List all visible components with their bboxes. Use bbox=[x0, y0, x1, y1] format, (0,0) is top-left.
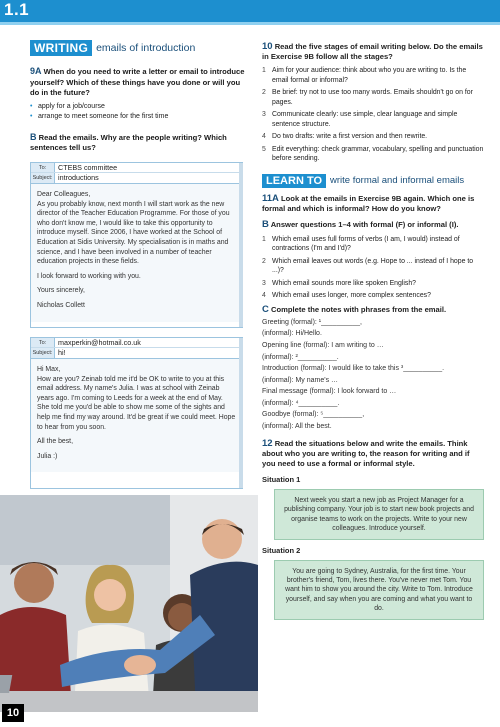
learn-to-title: write formal and informal emails bbox=[330, 175, 465, 187]
question-number: 12 bbox=[262, 437, 273, 449]
note-line: Greeting (formal): ¹__________, bbox=[262, 318, 362, 326]
question-item: 4 Which email uses longer, more complex sentences? bbox=[262, 292, 431, 300]
email-body bbox=[31, 184, 242, 322]
email-greeting: Dear Colleagues, bbox=[37, 191, 91, 198]
page-number: 10 bbox=[2, 704, 24, 722]
unit-number: 1.1 bbox=[4, 0, 30, 19]
bullet-item: • arrange to meet someone for the first time bbox=[30, 112, 245, 123]
email-body bbox=[31, 359, 242, 472]
stage-item: 4 Do two drafts: write a first version and then rewrite. bbox=[262, 133, 428, 141]
note-line: (informal): My name's … bbox=[262, 376, 339, 384]
email-signature: Julia :) bbox=[37, 452, 58, 460]
question-number: 10 bbox=[262, 41, 273, 52]
bullet-item: • apply for a job/course bbox=[30, 102, 245, 113]
subject-label: Subject: bbox=[31, 348, 55, 358]
writing-tag: WRITING bbox=[30, 40, 92, 56]
to-row bbox=[31, 163, 242, 173]
email-paragraph: I look forward to working with you. bbox=[37, 272, 141, 280]
subject-label: Subject: bbox=[31, 173, 55, 183]
email-signature: Nicholas Collett bbox=[37, 301, 85, 309]
question-text: When do you need to write a letter or email to introduce yourself? Which of these things have you done or will you do in the future? bbox=[30, 67, 245, 97]
question-text: Read the emails. Why are the people writing? Which sentences tell us? bbox=[30, 132, 227, 152]
email-scrollbar bbox=[239, 338, 243, 488]
email-signoff: All the best, bbox=[37, 438, 74, 446]
stage-item: 1 Aim for your audience: think about who you are writing to. Is the email formal or informal? bbox=[262, 67, 467, 84]
learn-to-tag: LEARN TO bbox=[262, 174, 326, 188]
note-line: Introduction (formal): I would like to take this ³__________. bbox=[262, 365, 445, 373]
note-line: Opening line (formal): I am writing to … bbox=[262, 341, 384, 349]
subject-row bbox=[31, 348, 242, 358]
to-row bbox=[31, 338, 242, 348]
learn-to-header bbox=[262, 174, 484, 188]
question-10 bbox=[262, 42, 484, 62]
writing-section bbox=[30, 40, 245, 154]
email-stages-list bbox=[262, 66, 484, 164]
question-12 bbox=[262, 439, 484, 470]
email-signoff: Yours sincerely, bbox=[37, 287, 85, 295]
email-formal bbox=[30, 162, 243, 328]
question-text: Complete the notes with phrases from the email. bbox=[271, 304, 447, 314]
situation-2-box: You are going to Sydney, Australia, for the first time. Your brother's friend, Tom, lives there. You've never met Tom. You want him to show you around the city. Write to Tom. Introduce yourself, and say when you are coming and what you want to do. bbox=[274, 560, 484, 620]
notes-list bbox=[262, 317, 484, 433]
writing-header bbox=[30, 40, 245, 56]
question-item: 3 Which email sounds more like spoken English? bbox=[262, 279, 417, 287]
note-line: Final message (formal): I look forward to … bbox=[262, 388, 397, 396]
question-text: Answer questions 1–4 with formal (F) or informal (I). bbox=[270, 220, 459, 230]
to-value: CTEBS committee bbox=[58, 163, 118, 172]
subject-value: introductions bbox=[58, 173, 99, 182]
email-informal bbox=[30, 337, 243, 489]
question-9b bbox=[30, 132, 245, 154]
question-number: C bbox=[262, 303, 269, 315]
situation-1-box: Next week you start a new job as Project Manager for a publishing company. Your job is to start new book projects and organise teams to work on the projects. Write to your new colleagues. Introduce yourself. bbox=[274, 489, 484, 540]
unit-header-bar bbox=[0, 0, 500, 22]
note-line: (informal): ²__________. bbox=[262, 353, 339, 361]
question-number: B bbox=[30, 131, 37, 142]
subject-value: hi! bbox=[58, 348, 66, 357]
question-number: 9A bbox=[30, 66, 42, 76]
formal-informal-list bbox=[262, 235, 484, 301]
subject-row bbox=[31, 173, 242, 183]
to-label: To: bbox=[31, 338, 55, 347]
to-label: To: bbox=[31, 163, 55, 172]
to-value: maxperkin@hotmail.co.uk bbox=[58, 338, 141, 347]
header-stripe bbox=[0, 22, 500, 25]
question-item: 2 Which email leaves out words (e.g. Hope to ... instead of I hope to ...)? bbox=[262, 257, 474, 275]
email-header bbox=[31, 163, 242, 184]
email-paragraph: How are you? Zeinab told me it'd be OK to write to you at this email address. My name's Julia. I was at school with Zeinab years ago. I'm coming to Leeds for a week at the end of May. She told me you'd be able to show me some of the sights and help me find my way around. It'd be great if we could meet. Hope to hear from you soon. bbox=[37, 375, 236, 431]
question-9a bbox=[30, 66, 245, 99]
question-text: Read the five stages of email writing below. Do the emails in Exercise 9B follow all the stages? bbox=[262, 42, 483, 62]
business-meeting-photo bbox=[0, 495, 258, 712]
situation-2-label: Situation 2 bbox=[262, 546, 301, 556]
question-11b bbox=[262, 220, 484, 230]
note-line: Goodbye (formal): ⁵__________, bbox=[262, 411, 365, 419]
email-header bbox=[31, 338, 242, 359]
question-text: Look at the emails in Exercise 9B again. Which one is formal and which is informal? How do you know? bbox=[262, 193, 475, 214]
question-number: 11A bbox=[262, 192, 279, 204]
writing-title: emails of introduction bbox=[96, 42, 196, 54]
question-11a bbox=[262, 194, 484, 214]
email-paragraph: As you probably know, next month I will start work as the new director of the Teacher Education Programme. For those of you who don't know me, I would like to take this opportunity to introduce myself. Since 2006, I have worked at the School of Education at Sidis University. My specialisation is in maths and science, and I have been involved in a number of teacher education projects in these fields. bbox=[37, 200, 230, 266]
note-line: (informal): All the best. bbox=[262, 423, 332, 431]
situation-1-label: Situation 1 bbox=[262, 475, 301, 485]
note-line: (informal): ⁴__________. bbox=[262, 399, 340, 407]
stage-item: 3 Communicate clearly: use simple, clear language and simple sentence structure. bbox=[262, 111, 458, 128]
question-item: 1 Which email uses full forms of verbs (I am, I would) instead of contractions (I'm and I'd)? bbox=[262, 235, 460, 253]
stage-item: 2 Be brief: try not to use too many words. Emails shouldn't go on for pages. bbox=[262, 89, 473, 106]
email-scrollbar bbox=[239, 163, 243, 327]
photo-illustration bbox=[0, 495, 258, 712]
right-column bbox=[262, 42, 484, 620]
stage-item: 5 Edit everything: check grammar, vocabulary, spelling and punctuation before sending. bbox=[262, 145, 484, 163]
email-greeting: Hi Max, bbox=[37, 366, 61, 373]
question-11c bbox=[262, 305, 484, 315]
note-line: (informal): Hi/Hello. bbox=[262, 330, 322, 338]
question-text: Read the situations below and write the emails. Think about who you are writing to, the reason for writing and if you need to use a formal or informal style. bbox=[262, 438, 470, 469]
bullet-list bbox=[30, 102, 245, 123]
question-number: B bbox=[262, 219, 269, 231]
